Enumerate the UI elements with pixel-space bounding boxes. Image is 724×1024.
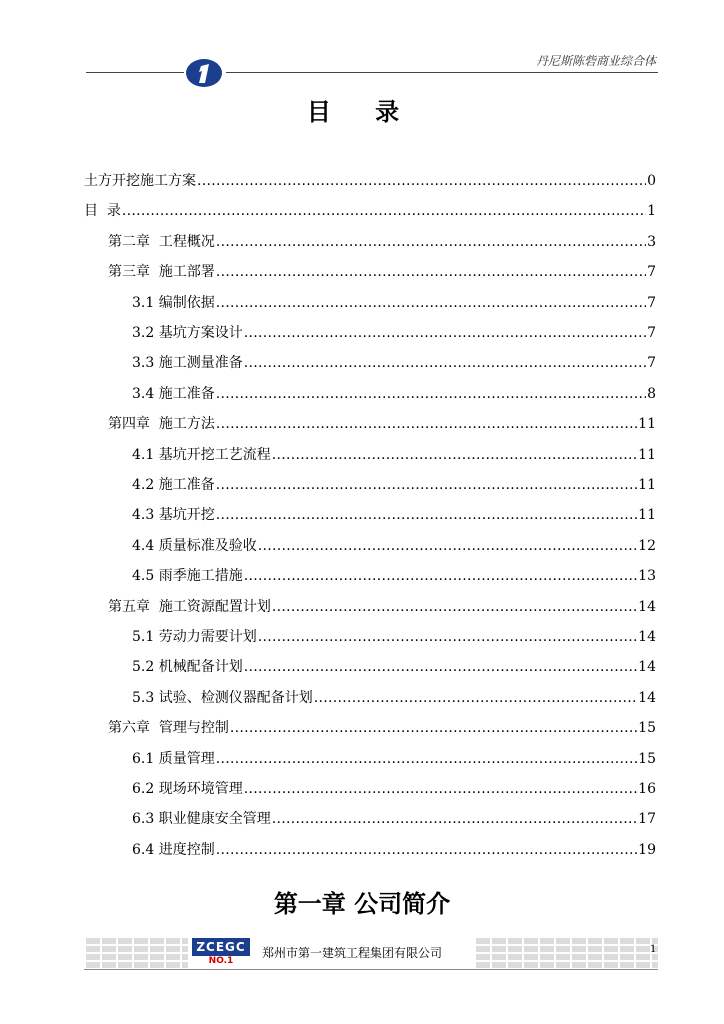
toc-entry-page: 7 — [647, 264, 656, 281]
badge-abbreviation: ZCEGC — [192, 938, 250, 956]
toc-entry[interactable] — [132, 748, 656, 770]
toc-leader-dots — [272, 811, 637, 827]
toc-leader-dots — [244, 659, 637, 675]
header-rule-left — [86, 72, 184, 73]
toc-entry[interactable] — [108, 717, 656, 739]
toc-entry-page: 15 — [638, 720, 656, 737]
toc-leader-dots — [216, 477, 637, 493]
toc-entry-page: 0 — [647, 173, 656, 189]
chapter-heading: 第一章 公司简介 — [273, 890, 451, 918]
header-project-title: 丹尼斯陈砦商业综合体 — [535, 54, 656, 68]
toc-leader-dots — [197, 173, 646, 189]
toc-title: 目 录 — [306, 98, 418, 126]
footer-rule — [84, 969, 658, 970]
toc-entry-label: 第四章 施工方法 — [108, 416, 215, 433]
badge-number: NO.1 — [208, 956, 234, 966]
toc-entry-label: 第三章 施工部署 — [108, 264, 215, 281]
footer-brick-pattern-left — [84, 936, 188, 970]
toc-entry[interactable] — [108, 596, 656, 618]
toc-entry[interactable] — [108, 231, 656, 253]
toc-entry-label: 6.4 进度控制 — [132, 841, 215, 858]
toc-entry-page: 8 — [647, 385, 656, 402]
toc-entry[interactable] — [84, 170, 656, 192]
company-badge — [192, 938, 250, 966]
toc-leader-dots — [216, 234, 646, 250]
toc-entry-label: 5.1 劳动力需要计划 — [132, 629, 257, 645]
toc-leader-dots — [216, 416, 637, 432]
toc-entry[interactable] — [132, 504, 656, 526]
toc-entry[interactable] — [132, 474, 656, 496]
toc-entry[interactable] — [132, 626, 656, 648]
toc-entry[interactable] — [132, 292, 656, 314]
toc-entry[interactable] — [132, 535, 656, 557]
toc-entry-page: 1 — [647, 203, 656, 220]
toc-entry-label: 3.1 编制依据 — [132, 294, 215, 311]
toc-entry-page: 11 — [638, 416, 656, 433]
toc-entry-label: 5.2 机械配备计划 — [132, 659, 243, 676]
toc-entry-page: 7 — [647, 355, 656, 372]
toc-entry-page: 17 — [638, 811, 656, 828]
toc-entry-page: 19 — [638, 841, 656, 858]
toc-entry[interactable] — [108, 261, 656, 283]
toc-entry-label: 3.4 施工准备 — [132, 385, 215, 402]
toc-leader-dots — [216, 842, 637, 858]
toc-leader-dots — [122, 203, 646, 219]
toc-entry-label: 土方开挖施工方案 — [84, 173, 196, 189]
toc-leader-dots — [258, 629, 637, 645]
toc-entry-page: 14 — [638, 689, 656, 706]
footer-company-name: 郑州市第一建筑工程集团有限公司 — [262, 946, 443, 960]
toc-entry[interactable] — [132, 352, 656, 374]
toc-leader-dots — [244, 781, 637, 797]
toc-entry-label: 6.1 质量管理 — [132, 750, 215, 767]
toc-entry-page: 15 — [638, 750, 656, 767]
toc-entry-label: 5.3 试验、检测仪器配备计划 — [132, 689, 313, 706]
toc-entry-label: 第六章 管理与控制 — [108, 720, 229, 737]
toc-leader-dots — [272, 447, 637, 463]
toc-leader-dots — [216, 751, 637, 767]
toc-entry-label: 第五章 施工资源配置计划 — [108, 598, 271, 615]
toc-entry[interactable] — [132, 839, 656, 861]
toc-entry[interactable] — [132, 808, 656, 830]
toc-entry-page: 3 — [647, 233, 656, 250]
toc-leader-dots — [244, 325, 646, 341]
toc-leader-dots — [216, 264, 646, 280]
toc-leader-dots — [244, 355, 646, 371]
toc-entry[interactable] — [132, 444, 656, 466]
toc-entry[interactable] — [132, 687, 656, 709]
toc-leader-dots — [216, 295, 646, 311]
toc-entry-label: 6.2 现场环境管理 — [132, 781, 243, 797]
toc-entry-page: 7 — [647, 294, 656, 311]
toc-entry-label: 4.1 基坑开挖工艺流程 — [132, 446, 271, 463]
toc-entry-page: 11 — [638, 507, 656, 524]
toc-entry[interactable] — [132, 565, 656, 587]
toc-entry[interactable] — [132, 656, 656, 678]
toc-entry-label: 目 录 — [84, 203, 121, 220]
toc-entry[interactable] — [108, 413, 656, 435]
toc-leader-dots — [244, 568, 637, 584]
toc-leader-dots — [272, 599, 637, 615]
toc-entry-page: 11 — [638, 477, 656, 493]
toc-entry-page: 14 — [638, 598, 656, 615]
toc-entry-label: 第二章 工程概况 — [108, 233, 215, 250]
footer-page-number: 1 — [650, 944, 657, 955]
toc-leader-dots — [216, 507, 637, 523]
toc-leader-dots — [216, 386, 646, 402]
toc-entry-label: 4.2 施工准备 — [132, 477, 215, 493]
toc-entry[interactable] — [132, 322, 656, 344]
toc-entry[interactable] — [132, 383, 656, 405]
footer-brick-pattern-right — [474, 936, 658, 970]
toc-entry-label: 4.4 质量标准及验收 — [132, 537, 257, 554]
toc-entry-page: 12 — [638, 537, 656, 554]
toc-leader-dots — [258, 538, 637, 554]
toc-entry-label: 3.2 基坑方案设计 — [132, 325, 243, 341]
toc-entry-label: 4.3 基坑开挖 — [132, 507, 215, 524]
toc-entry-label: 6.3 职业健康安全管理 — [132, 811, 271, 828]
company-logo-icon — [184, 57, 224, 89]
header-rule-right — [226, 72, 658, 73]
toc-entry[interactable] — [132, 778, 656, 800]
toc-entry-page: 11 — [638, 446, 656, 463]
toc-entry-page: 13 — [638, 568, 656, 585]
toc-entry-label: 4.5 雨季施工措施 — [132, 568, 243, 585]
toc-entry[interactable] — [84, 200, 656, 222]
toc-entry-page: 14 — [638, 659, 656, 676]
toc-entry-page: 14 — [638, 629, 656, 645]
toc-entry-label: 3.3 施工测量准备 — [132, 355, 243, 372]
toc-entry-page: 7 — [647, 325, 656, 341]
toc-leader-dots — [314, 690, 637, 706]
toc-entry-page: 16 — [638, 781, 656, 797]
toc-leader-dots — [230, 720, 637, 736]
